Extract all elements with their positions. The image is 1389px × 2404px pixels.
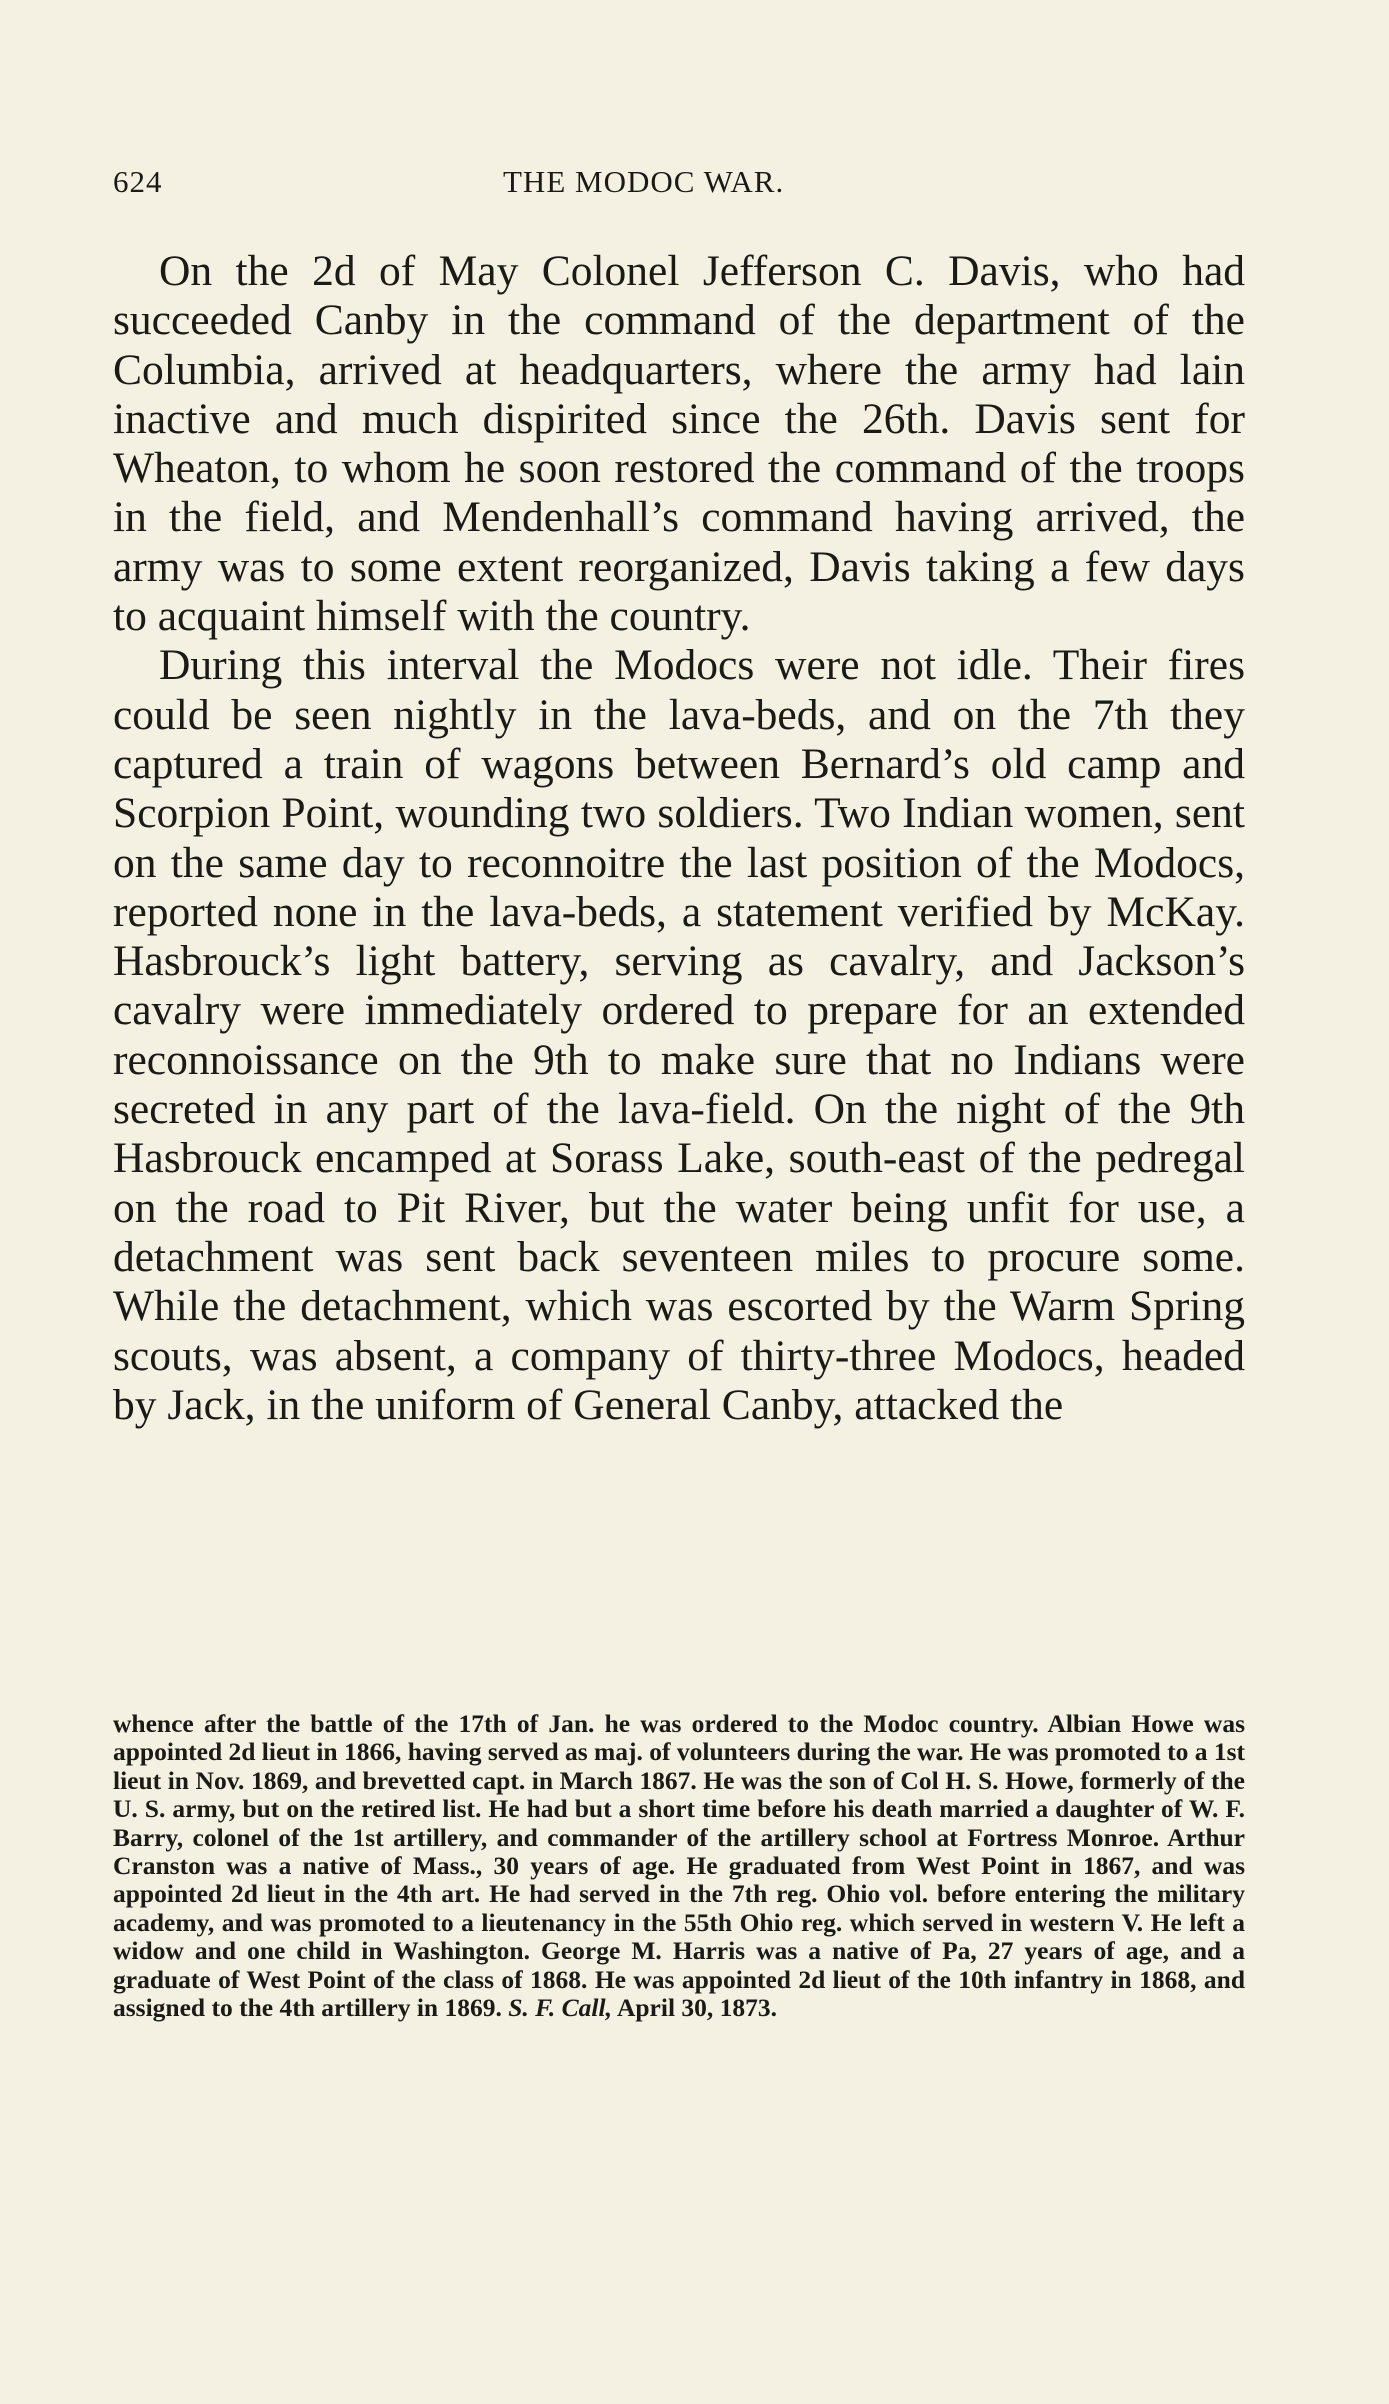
running-head <box>113 164 1245 204</box>
footnote-paragraph <box>113 1710 1245 2022</box>
footnote-citation: S. F. Call, <box>508 1993 612 2023</box>
footnote-text: whence after the battle of the 17th of Jan. he was ordered to the Modoc country. Albian Howe was appointed 2d lieut in 1866, having served as maj. of volunteers during the war. He was promoted to a 1st lieut in Nov. 1869, and brevetted capt. in March 1867. He was the son of Col H. S. Howe, formerly of the U. S. army, but on the retired list. He had but a short time before his death married a daughter of W. F. Barry, colonel of the 1st artillery, and commander of the artillery school at Fortress Monroe. Arthur Cranston was a native of Mass., 30 years of age. He graduated from West Point in 1867, and was appointed 2d lieut in the 4th art. He had served in the 7th reg. Ohio vol. before entering the military academy, and was promoted to a lieutenancy in the 55th Ohio reg. which served in western V. He left a widow and one child in Washington. George M. Harris was a native of Pa, 27 years of age, and a graduate of West Point of the class of 1868. He was appointed 2d lieut of the 10th infantry in 1868, and assigned to the 4th artillery in 1869. <box>113 1709 1245 2023</box>
page-number: 624 <box>113 164 163 199</box>
footnote-date: April 30, 1873. <box>616 1993 778 2023</box>
paragraph: On the 2d of May Colonel Jefferson C. Davis, who had succeeded Canby in the command of the department of the Columbia, arrived at headquarters, where the army had lain inactive and much dispirited since the 26th. Davis sent for Wheaton, to whom he soon restored the command of the troops in the field, and Mendenhall’s command having arrived, the army was to some extent reorganized, Davis taking a few days to acquaint himself with the country. <box>113 247 1245 641</box>
body-text <box>113 247 1245 1430</box>
footnote <box>113 1710 1245 2022</box>
paragraph: During this interval the Modocs were not idle. Their fires could be seen nightly in the lava-beds, and on the 7th they captured a train of wagons between Bernard’s old camp and Scorpion Point, wounding two soldiers. Two Indian women, sent on the same day to reconnoitre the last position of the Modocs, reported none in the lava-beds, a statement verified by McKay. Hasbrouck’s light battery, serving as cavalry, and Jackson’s cavalry were immediately ordered to prepare for an extended reconnoissance on the 9th to make sure that no Indians were secreted in any part of the lava-field. On the night of the 9th Hasbrouck encamped at Sorass Lake, south-east of the pedregal on the road to Pit River, but the water being unfit for use, a detachment was sent back seventeen miles to procure some. While the detachment, which was escorted by the Warm Spring scouts, was absent, a company of thirty-three Modocs, headed by Jack, in the uniform of General Canby, attacked the <box>113 641 1245 1429</box>
running-title: THE MODOC WAR. <box>503 164 785 199</box>
